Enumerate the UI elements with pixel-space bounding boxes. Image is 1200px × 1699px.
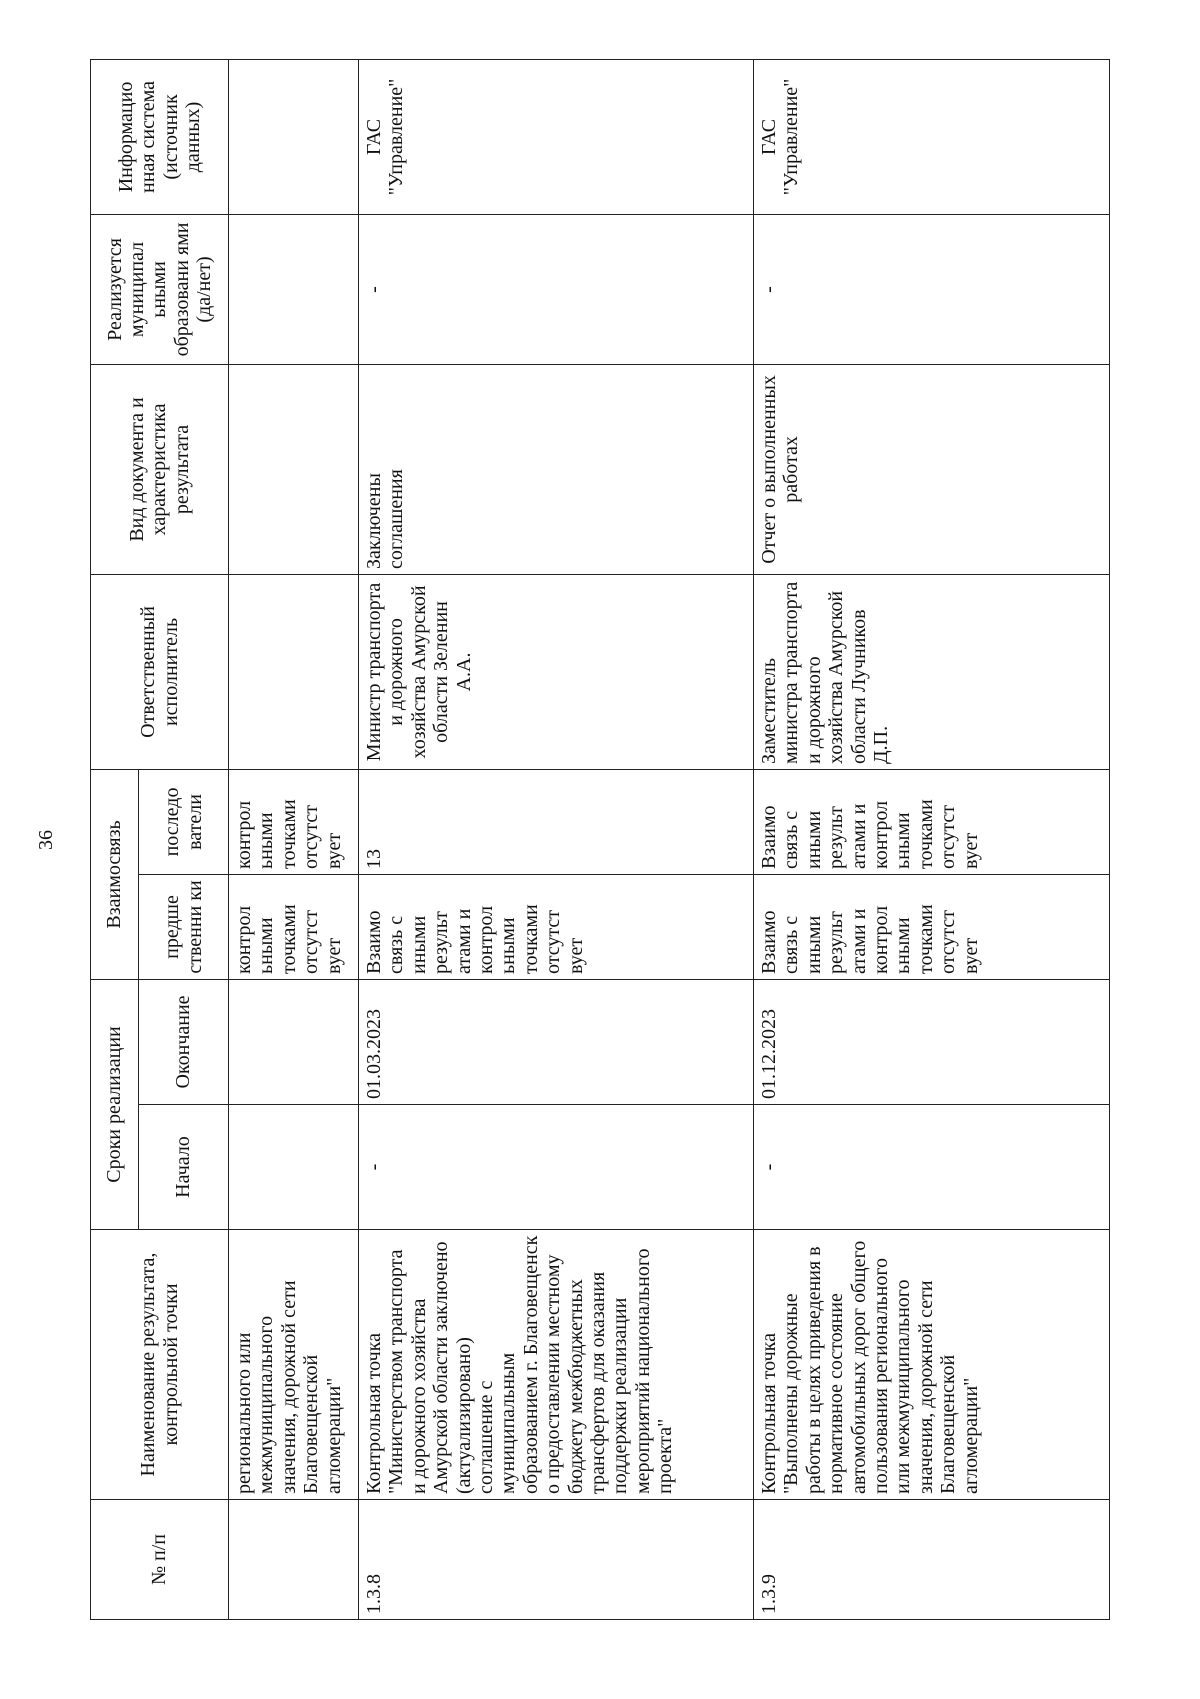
table-row xyxy=(229,59,359,1619)
header-relation: Взаимосвязь xyxy=(91,769,139,979)
table-row xyxy=(359,59,754,1619)
cell-doc-type xyxy=(229,364,359,574)
header-start: Начало xyxy=(139,1105,229,1230)
header-terms: Сроки реализации xyxy=(91,979,139,1229)
cell-predecessors: Взаимо связь с иными результ атами и контрол ьными точками отсутст вует xyxy=(359,874,754,979)
cell-end xyxy=(229,979,359,1104)
cell-municipal xyxy=(229,214,359,364)
cell-info-system: ГАС "Управление" xyxy=(754,59,1110,214)
cell-doc-type: Заключены соглашения xyxy=(359,364,754,574)
cell-responsible: Министр транспорта и дорожного хозяйства Амурской области Зеленин А.А. xyxy=(359,574,754,769)
cell-municipal: - xyxy=(359,214,754,364)
cell-responsible xyxy=(229,574,359,769)
cell-name: регионального или межмуниципального значения, дорожной сети Благовещенской агломерации" xyxy=(229,1230,359,1500)
cell-end: 01.12.2023 xyxy=(754,979,1110,1104)
header-successors: последо ватели xyxy=(139,769,229,874)
cell-start xyxy=(229,1105,359,1230)
cell-doc-type: Отчет о выполненных работах xyxy=(754,364,1110,574)
cell-predecessors: Взаимо связь с иными результ атами и контрол ьными точками отсутст вует xyxy=(754,874,1110,979)
cell-num: 1.3.9 xyxy=(754,1500,1110,1620)
page-number: 36 xyxy=(35,830,57,850)
cell-start: - xyxy=(359,1105,754,1230)
cell-successors: контрол ьными точками отсутст вует xyxy=(229,769,359,874)
header-municipal: Реализуется муниципал ьными образовани ями (да/нет) xyxy=(91,214,229,364)
header-predecessors: предше ственни ки xyxy=(139,874,229,979)
header-name: Наименование результата, контрольной точки xyxy=(91,1230,229,1500)
cell-num xyxy=(229,1500,359,1620)
header-responsible: Ответственный исполнитель xyxy=(91,574,229,769)
header-doc-type: Вид документа и характеристика результата xyxy=(91,364,229,574)
plan-table xyxy=(90,59,1110,1620)
rotated-page-content xyxy=(35,60,1110,1620)
cell-responsible: Заместитель министра транспорта и дорожного хозяйства Амурской области Лучников Д.П. xyxy=(754,574,1110,769)
cell-end: 01.03.2023 xyxy=(359,979,754,1104)
cell-predecessors: контрол ьными точками отсутст вует xyxy=(229,874,359,979)
cell-start: - xyxy=(754,1105,1110,1230)
table-row xyxy=(754,59,1110,1619)
cell-successors: 13 xyxy=(359,769,754,874)
header-num: № п/п xyxy=(91,1500,229,1620)
cell-municipal: - xyxy=(754,214,1110,364)
cell-name: Контрольная точка "Выполнены дорожные работы в целях приведения в нормативное состояние автомобильных дорог общего пользования регионального или межмуниципального значения, дорожной сети Благовещенской агломерации" xyxy=(754,1230,1110,1500)
header-end: Окончание xyxy=(139,979,229,1104)
cell-successors: Взаимо связь с иными результ атами и контрол ьными точками отсутст вует xyxy=(754,769,1110,874)
cell-info-system: ГАС "Управление" xyxy=(359,59,754,214)
header-row-1 xyxy=(91,59,139,1619)
cell-info-system xyxy=(229,59,359,214)
cell-name: Контрольная точка "Министерством транспорта и дорожного хозяйства Амурской области заключено (актуализировано) соглашение с муниципальным образованием г. Благовещенск о предоставлении местному бюджету межбюджетных трансфертов для оказания поддержки реализации мероприятий национального проекта" xyxy=(359,1230,754,1500)
header-info-system: Информацио нная система (источник данных) xyxy=(91,59,229,214)
cell-num: 1.3.8 xyxy=(359,1500,754,1620)
